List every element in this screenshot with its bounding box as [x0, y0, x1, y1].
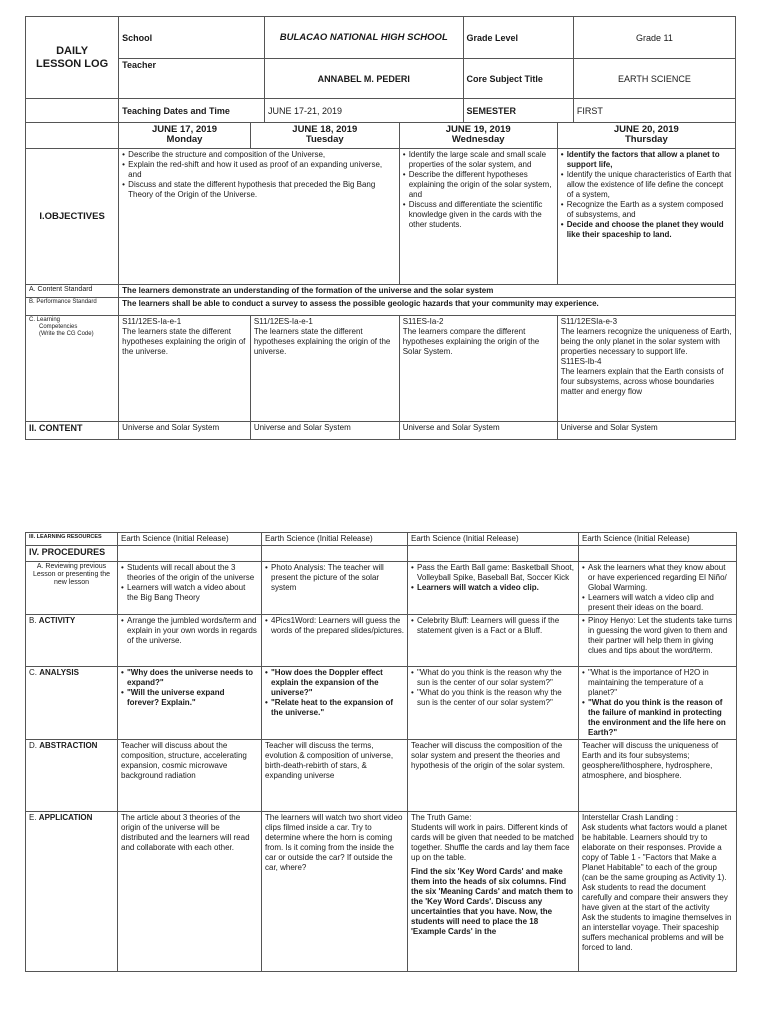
- school-label: School: [119, 17, 265, 59]
- performance-standard-label: B. Performance Standard: [26, 298, 119, 316]
- application-wed: The Truth Game: Students will work in pairs. Different kinds of cards will be given that needed to be matched together. Shuffle the cards and lay them face up on the table. Find the six 'Key Word Cards' and make them into the heads of six columns. Find the six 'Meaning Cards' and match them to the 'Key Word Cards'. Discuss any uncertainties that you have. Now, the students will need to place the 18 'Example Cards' in the: [408, 812, 579, 972]
- content-label: II. CONTENT: [26, 422, 119, 440]
- activity-wed: • Celebrity Bluff: Learners will guess if the statement given is a Fact or a Bluff.: [408, 615, 579, 667]
- competency-wed: S11ES-Ia-2 The learners compare the different hypotheses explaining the origin of the Solar System.: [399, 316, 557, 422]
- reviewing-wed: • Pass the Earth Ball game: Basketball Shoot, Volleyball Spike, Baseball Bat, Soccer Kick • Learners will watch a video clip.: [408, 562, 579, 615]
- content-thu: Universe and Solar System: [557, 422, 735, 440]
- objectives-label: I.OBJECTIVES: [26, 149, 119, 285]
- abstraction-tue: Teacher will discuss the terms, evolution & composition of universe, birth-death-rebirth of stars, & expanding universe: [262, 740, 408, 812]
- application-tue: The learners will watch two short video clips filmed inside a car. Try to determine where the horn is coming from. Is it coming from the inside the car or outside the car? If outside the car, where?: [262, 812, 408, 972]
- activity-tue: • 4Pics1Word: Learners will guess the words of the prepared slides/pictures.: [262, 615, 408, 667]
- reviewing-thu: • Ask the learners what they know about or have experienced regarding El Niño/ Global Warming. • Learners will watch a video clip and present their ideas on the board.: [579, 562, 737, 615]
- content-mon: Universe and Solar System: [119, 422, 251, 440]
- blank-cell: [579, 546, 737, 562]
- day-header: JUNE 20, 2019 Thursday: [557, 123, 735, 149]
- activity-thu: • Pinoy Henyo: Let the students take turns in guessing the word given to them and their partner will help them in giving clues and tips about the word/term.: [579, 615, 737, 667]
- procedures-table: [25, 532, 737, 972]
- application-mon: The article about 3 theories of the origin of the universe will be distributed and the learners will read and collaborate with each other.: [118, 812, 262, 972]
- objectives-thu: • Identify the factors that allow a planet to support life, • Identify the unique characteristics of Earth that allow the existence of life define the concept of a system, • Recognize the Earth as a system composed of subsystems, and • Decide and choose the planet they would like their spaceship to land.: [557, 149, 735, 285]
- reviewing-tue: • Photo Analysis: The teacher will present the picture of the solar system: [262, 562, 408, 615]
- procedures-label: IV. PROCEDURES: [26, 546, 118, 562]
- blank-cell: [408, 546, 579, 562]
- blank-cell: [118, 546, 262, 562]
- reviewing-label: A. Reviewing previous Lesson or presenting the new lesson: [26, 562, 118, 615]
- abstraction-mon: Teacher will discuss about the composition, structure, accelerating expansion, cosmic microwave background radiation: [118, 740, 262, 812]
- abstraction-thu: Teacher will discuss the uniqueness of Earth and its four subsystems; geosphere/lithosphere, hydrosphere, atmosphere, and biosphere.: [579, 740, 737, 812]
- teacher-label: Teacher: [119, 59, 265, 99]
- resources-tue: Earth Science (Initial Release): [262, 533, 408, 546]
- activity-label: B. ACTIVITY: [26, 615, 118, 667]
- analysis-label: C. ANALYSIS: [26, 667, 118, 740]
- analysis-tue: • "How does the Doppler effect explain the expansion of the universe?" • "Relate heat to the expansion of the universe.": [262, 667, 408, 740]
- blank-cell: [26, 99, 119, 123]
- activity-mon: • Arrange the jumbled words/term and explain in your own words in regards of the universe.: [118, 615, 262, 667]
- resources-thu: Earth Science (Initial Release): [579, 533, 737, 546]
- resources-label: III. LEARNING RESOURCES: [26, 533, 118, 546]
- grade-value: Grade 11: [573, 17, 735, 59]
- competency-thu: S11/12ESIa-e-3 The learners recognize the uniqueness of Earth, being the only planet in the solar system with properties necessary to support life. S11ES-Ib-4 The learners explain that the Earth consists of four subsystems, across whose boundaries matter and energy flow: [557, 316, 735, 422]
- competency-mon: S11/12ES-Ia-e-1 The learners state the different hypotheses explaining the origin of the universe.: [119, 316, 251, 422]
- competencies-label: C. Learning Competencies (Write the CG Code): [26, 316, 119, 422]
- school-name: BULACAO NATIONAL HIGH SCHOOL: [265, 17, 464, 59]
- analysis-wed: • "What do you think is the reason why the sun is the center of our solar system?" • "What do you think is the reason why the sun is the center of our solar system?": [408, 667, 579, 740]
- dates-label: Teaching Dates and Time: [119, 99, 265, 123]
- analysis-thu: • "What is the importance of H2O in maintaining the temperature of a planet?" • "What do you think is the reason of the failure of mankind in protecting the environment and the life here on Earth?": [579, 667, 737, 740]
- abstraction-label: D. ABSTRACTION: [26, 740, 118, 812]
- content-wed: Universe and Solar System: [399, 422, 557, 440]
- semester-value: FIRST: [573, 99, 735, 123]
- grade-label: Grade Level: [463, 17, 573, 59]
- performance-standard-text: The learners shall be able to conduct a survey to assess the possible geologic hazards that your community may experience.: [119, 298, 736, 316]
- application-label: E. APPLICATION: [26, 812, 118, 972]
- subject-value: EARTH SCIENCE: [573, 59, 735, 99]
- content-tue: Universe and Solar System: [250, 422, 399, 440]
- day-header: JUNE 17, 2019 Monday: [119, 123, 251, 149]
- day-header: JUNE 19, 2019 Wednesday: [399, 123, 557, 149]
- dates-value: JUNE 17-21, 2019: [265, 99, 464, 123]
- teacher-name: ANNABEL M. PEDERI: [265, 59, 464, 99]
- content-standard-text: The learners demonstrate an understanding of the formation of the universe and the solar system: [119, 285, 736, 298]
- semester-label: SEMESTER: [463, 99, 573, 123]
- abstraction-wed: Teacher will discuss the composition of the solar system and present the theories and hypothesis of the origin of the solar system.: [408, 740, 579, 812]
- lesson-log-header-table: [25, 16, 736, 440]
- objectives-mon-tue: • Describe the structure and composition of the Universe, • Explain the red-shift and how it used as proof of an expanding universe, and • Discuss and state the different hypothesis that preceded the Big Bang Theory of the Origin of the Universe.: [119, 149, 400, 285]
- subject-label: Core Subject Title: [463, 59, 573, 99]
- content-standard-label: A. Content Standard: [26, 285, 119, 298]
- resources-wed: Earth Science (Initial Release): [408, 533, 579, 546]
- blank-cell: [262, 546, 408, 562]
- day-header: JUNE 18, 2019 Tuesday: [250, 123, 399, 149]
- blank-cell: [26, 123, 119, 149]
- resources-mon: Earth Science (Initial Release): [118, 533, 262, 546]
- application-thu: Interstellar Crash Landing : Ask students what factors would a planet be habitable. Learners should try to elaborate on their responses. Provide a copy of Table 1 - "Factors that Make a Planet Habitable" to each of the group (can be the same grouping as Activity 1). Ask students to read the document carefully and compare their answers they have given at the start of the activity Ask the students to imagine themselves in an interstellar voyage. Their spaceship suffers mechanical problems and will be forced to land.: [579, 812, 737, 972]
- competency-tue: S11/12ES-Ia-e-1 The learners state the different hypotheses explaining the origin of the universe.: [250, 316, 399, 422]
- lesson-log-title: DAILY LESSON LOG: [26, 17, 119, 99]
- analysis-mon: • "Why does the universe needs to expand?" • "Will the universe expand forever? Explain.": [118, 667, 262, 740]
- objectives-wed: • Identify the large scale and small scale properties of the solar system, and • Describe the different hypotheses explaining the origin of the solar system, and • Discuss and differentiate the scientific knowledge given in the cards with the other students.: [399, 149, 557, 285]
- reviewing-mon: • Students will recall about the 3 theories of the origin of the universe • Learners will watch a video about the Big Bang Theory: [118, 562, 262, 615]
